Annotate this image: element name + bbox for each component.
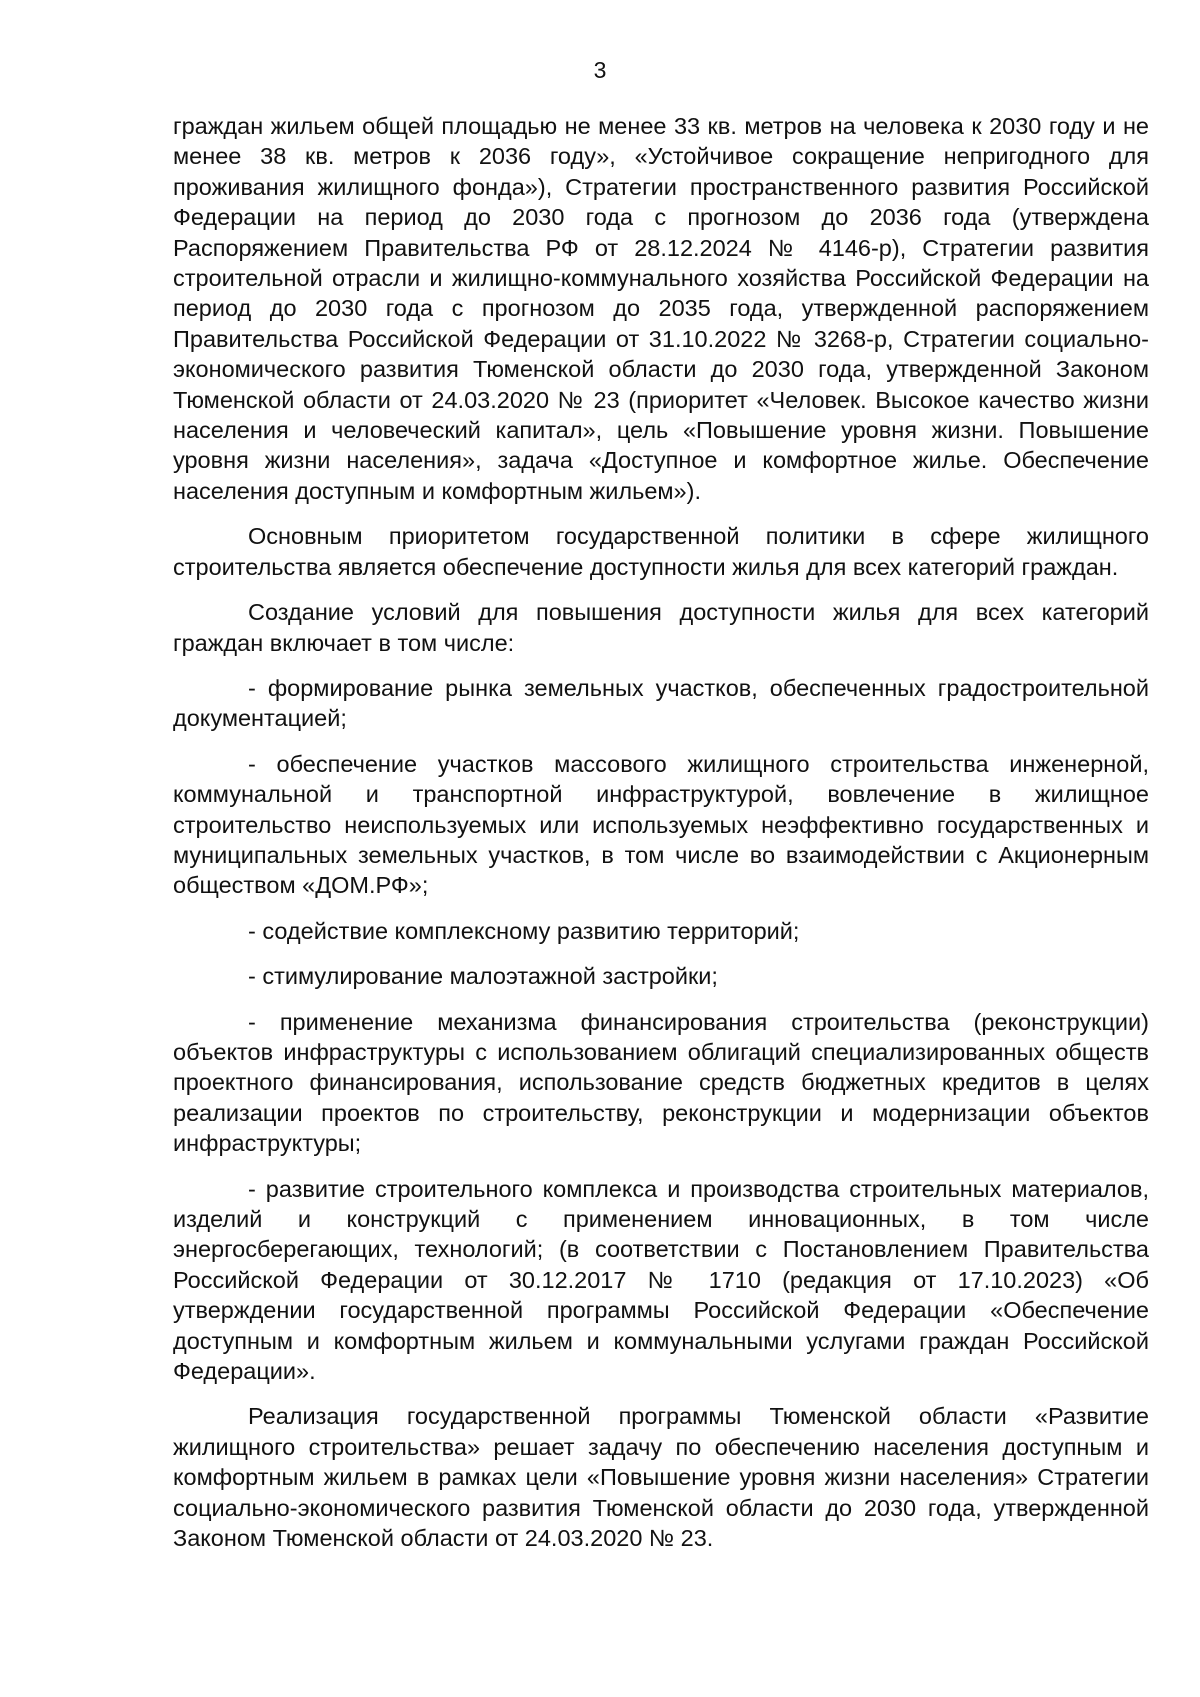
paragraph-housing-policy-priority: Основным приоритетом государственной политики в сфере жилищного строительства является обеспечение доступности жилья для всех категорий граждан.: [173, 523, 1149, 580]
list-item-infrastructure: - обеспечение участков массового жилищного строительства инженерной, коммунальной и транспортной инфраструктурой, вовлечение в жилищное строительство неиспользуемых или используемых неэффективно государственных и муниципальных земельных участков, в том числе во взаимодействии с Акционерным обществом «ДОМ.РФ»;: [173, 750, 1149, 899]
list-item-low-rise: - стимулирование малоэтажной застройки;: [248, 963, 718, 990]
list-item-financing-mechanism: - применение механизма финансирования строительства (реконструкции) объектов инфраструктуры с использованием облигаций специализированных обществ проектного финансирования, использование средств бюджетных кредитов в целях реализации проектов по строительству, реконструкции и модернизации объектов инфраструктуры;: [173, 1008, 1149, 1157]
paragraph-conditions-intro: Создание условий для повышения доступности жилья для всех категорий граждан включает в том числе:: [173, 599, 1149, 656]
list-item-territory-development: - содействие комплексному развитию территорий;: [248, 917, 800, 944]
list-item-land-market: - формирование рынка земельных участков, обеспеченных градостроительной документацией;: [173, 674, 1149, 732]
document-body: [173, 111, 1149, 1568]
list-item-construction-complex: - развитие строительного комплекса и производства строительных материалов, изделий и конструкций с применением инновационных, в том числе энергосберегающих, технологий; (в соответствии с Постановлением Правительства Российской Федерации от 30.12.2017 № 1710 (редакция от 17.10.2023) «Об утверждении государственной программы Российской Федерации «Обеспечение доступным и комфортным жильем и коммунальными услугами граждан Российской Федерации».: [173, 1175, 1149, 1385]
page-number: 3: [593, 57, 607, 83]
paragraph-program-implementation: Реализация государственной программы Тюменской области «Развитие жилищного строительства» решает задачу по обеспечению населения доступным и комфортным жильем в рамках цели «Повышение уровня жизни населения» Стратегии социально-экономического развития Тюменской области до 2030 года, утвержденной Законом Тюменской области от 24.03.2020 № 23.: [173, 1403, 1149, 1552]
paragraph-continuation: граждан жильем общей площадью не менее 33 кв. метров на человека к 2030 году и не менее 38 кв. метров к 2036 году», «Устойчивое сокращение непригодного для проживания жилищного фонда»), Стратегии пространственного развития Российской Федерации на период до 2030 года с прогнозом до 2036 года (утверждена Распоряжением Правительства РФ от 28.12.2024 № 4146-р), Стратегии развития строительной отрасли и жилищно-коммунального хозяйства Российской Федерации на период до 2030 года с прогнозом до 2035 года, утвержденной распоряжением Правительства Российской Федерации от 31.10.2022 № 3268-р, Стратегии социально-экономического развития Тюменской области до 2030 года, утвержденной Законом Тюменской области от 24.03.2020 № 23 (приоритет «Человек. Высокое качество жизни населения и человеческий капитал», цель «Повышение уровня жизни. Повышение уровня жизни населения», задача «Доступное и комфортное жилье. Обеспечение населения доступным и комфортным жильем»).: [173, 113, 1149, 504]
